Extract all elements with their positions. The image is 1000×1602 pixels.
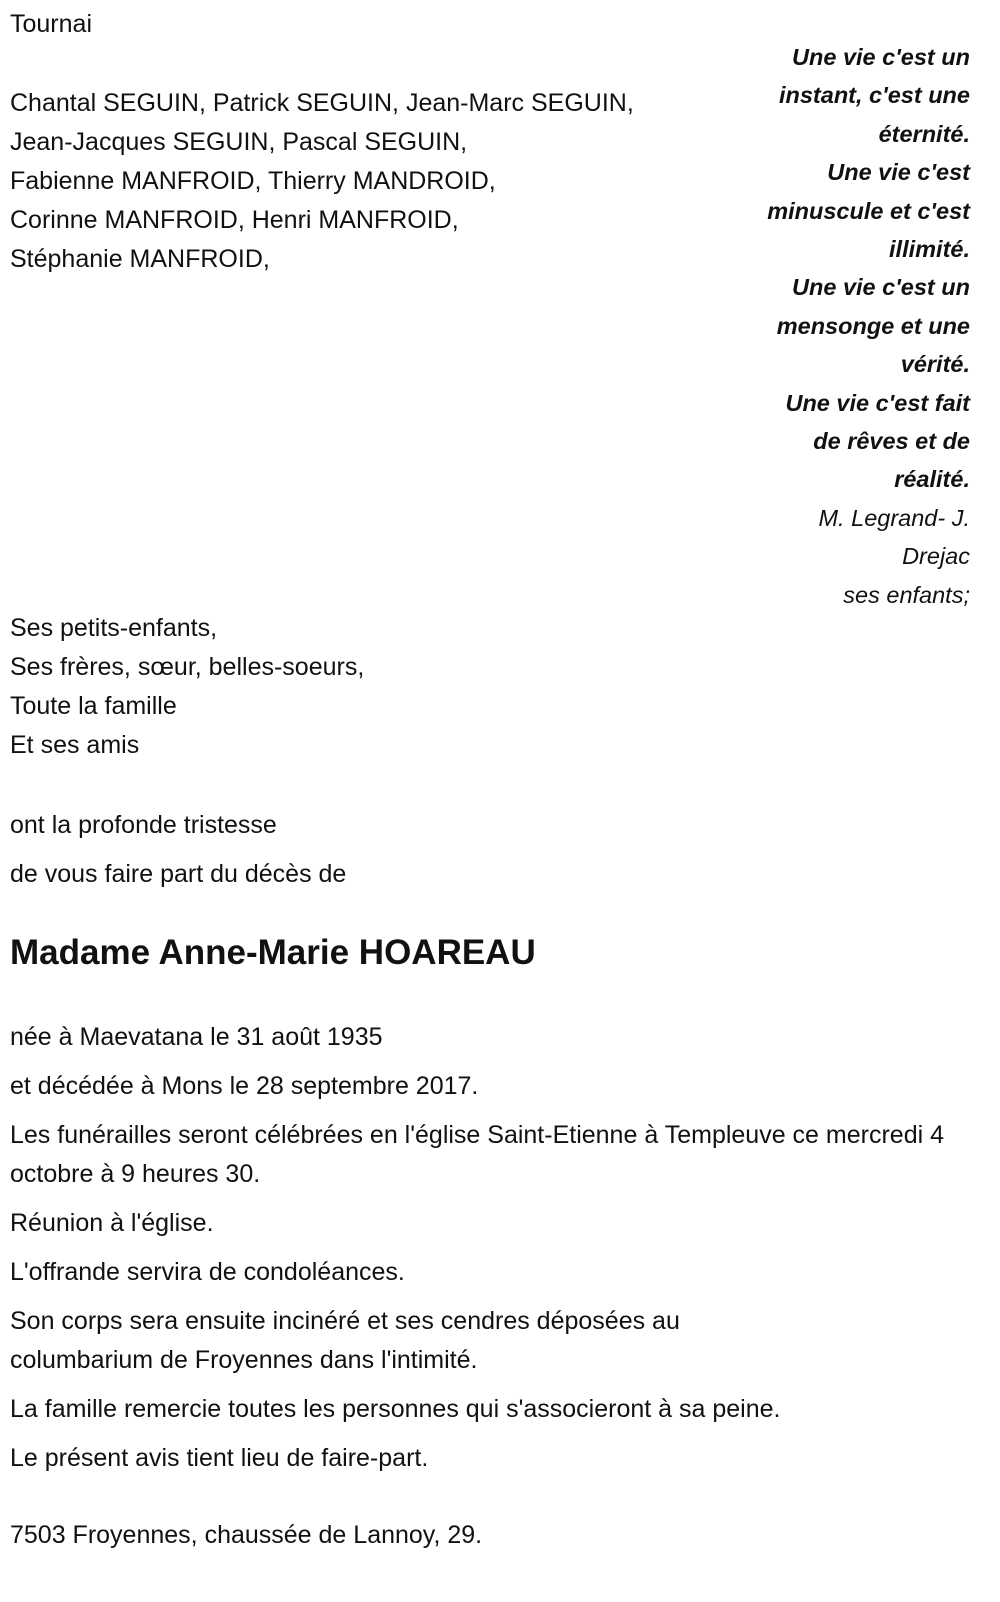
deceased-name: Madame Anne-Marie HOAREAU (10, 933, 536, 972)
family-list (10, 84, 634, 279)
quote-author: M. Legrand- J. (818, 504, 970, 531)
quote-line: de rêves et de (813, 428, 970, 455)
quote-trailing: ses enfants; (843, 581, 970, 608)
detail-paragraph: L'offrande servira de condoléances. (10, 1258, 405, 1286)
quote-line: instant, c'est une (778, 82, 970, 109)
quote-line: Une vie c'est fait (785, 389, 970, 416)
address: 7503 Froyennes, chaussée de Lannoy, 29. (10, 1521, 483, 1549)
family-line: Corinne MANFROID, Henri MANFROID, (10, 206, 459, 234)
relatives-line: Toute la famille (10, 692, 177, 720)
quote-line: réalité. (894, 466, 970, 493)
quote-line: mensonge et une (776, 312, 970, 339)
poem-quote (710, 38, 970, 614)
quote-line: illimité. (889, 236, 970, 263)
quote-line: Une vie c'est (827, 159, 970, 186)
family-line: Chantal SEGUIN, Patrick SEGUIN, Jean-Marc SEGUIN, (10, 89, 634, 117)
detail-paragraph: Les funérailles seront célébrées en l'église Saint-Etienne à Templeuve ce mercredi 4 octobre à 9 heures 30. (10, 1121, 944, 1188)
detail-paragraph: La famille remercie toutes les personnes qui s'associeront à sa peine. (10, 1395, 781, 1423)
location: Tournai (10, 10, 92, 38)
family-line: Jean-Jacques SEGUIN, Pascal SEGUIN, (10, 128, 468, 156)
detail-paragraph: Réunion à l'église. (10, 1209, 214, 1237)
relatives-line: Ses petits-enfants, (10, 614, 218, 642)
family-line: Stéphanie MANFROID, (10, 245, 270, 273)
announcement-line: ont la profonde tristesse (10, 811, 277, 839)
quote-line: Une vie c'est un (792, 274, 970, 301)
relatives-list (10, 609, 364, 765)
quote-line: vérité. (900, 351, 970, 378)
quote-line: Une vie c'est un (792, 44, 970, 70)
relatives-line: Ses frères, sœur, belles-soeurs, (10, 653, 365, 681)
relatives-line: Et ses amis (10, 731, 140, 759)
family-line: Fabienne MANFROID, Thierry MANDROID, (10, 167, 496, 195)
detail-paragraph: Le présent avis tient lieu de faire-part. (10, 1444, 429, 1472)
quote-author: Drejac (902, 543, 970, 570)
detail-paragraph: Son corps sera ensuite incinéré et ses cendres déposées au columbarium de Froyennes dans l'intimité. (10, 1307, 680, 1374)
announcement-line: de vous faire part du décès de (10, 860, 347, 888)
details (10, 1018, 970, 1488)
quote-line: éternité. (878, 120, 970, 147)
detail-paragraph: et décédée à Mons le 28 septembre 2017. (10, 1072, 479, 1100)
quote-line: minuscule et c'est (767, 197, 970, 224)
detail-paragraph: née à Maevatana le 31 août 1935 (10, 1023, 383, 1051)
